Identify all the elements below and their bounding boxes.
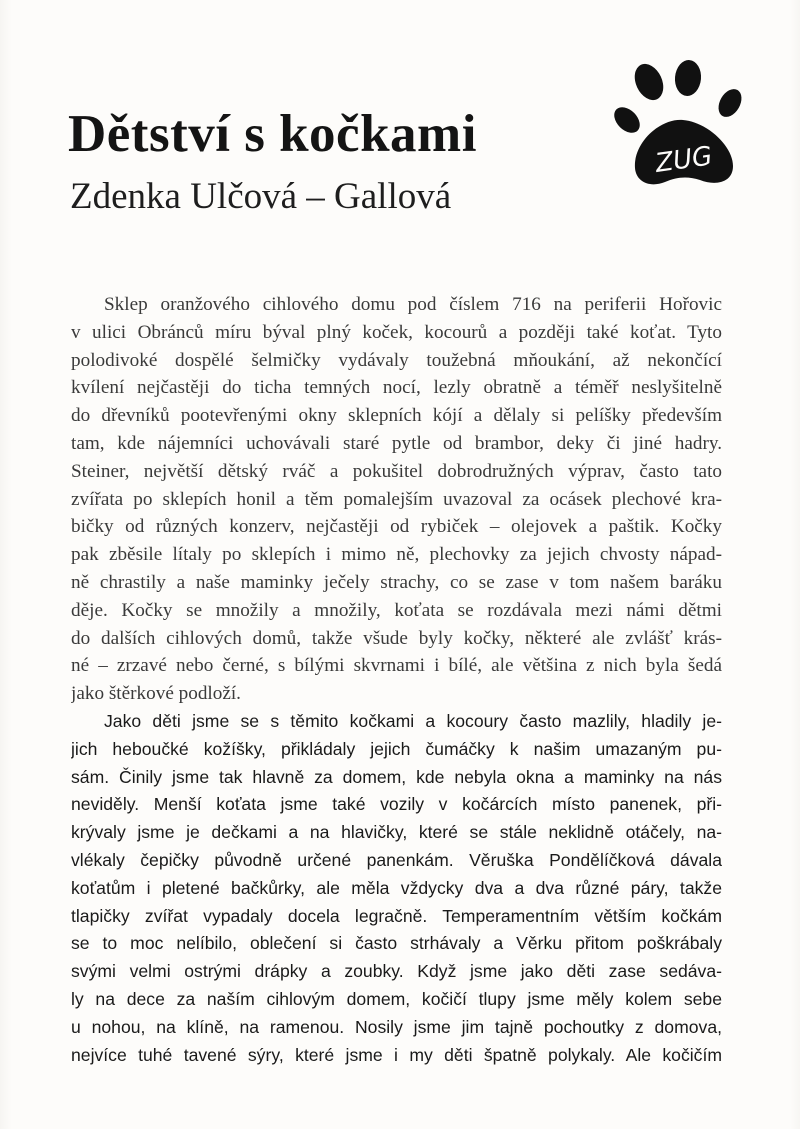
- text-line: v ulici Obránců míru býval plný koček, kocourů a později také koťat. Tyto: [71, 321, 722, 343]
- text-line: neviděly. Menší koťata jsme také vozily v kočárcích místo panenek, při-: [71, 794, 722, 815]
- text-line: pak zběsile lítaly po sklepích i mimo ně, plechovky za jejich chvosty nápad-: [71, 544, 722, 566]
- text-line: zvířata po sklepích honil a těm pomalejším uvazoval za ocásek plechové kra-: [71, 488, 722, 510]
- text-line: Jako děti jsme se s těmito kočkami a kocoury často mazlily, hladily je-: [104, 710, 722, 731]
- article-body: [71, 291, 722, 1069]
- paw-toe-1: [629, 59, 669, 104]
- paw-toe-3: [714, 85, 746, 121]
- text-line: do dřevníků pootevřenými okny sklepních kójí a dělaly si pelíšky především: [71, 405, 722, 427]
- text-line: né – zrzavé nebo černé, s bílými skvrnami i bílé, ale většina z nich byla šedá: [71, 655, 722, 677]
- text-line: krývaly jsme je dečkami a na hlavičky, které se stále neklidně otáčely, na-: [71, 822, 722, 843]
- text-line: Steiner, největší dětský rváč a pokušitel dobrodružných výprav, často tato: [71, 460, 722, 482]
- text-line: bičky od různých konzerv, nejčastěji od rybiček – olejovek a paštik. Kočky: [71, 516, 722, 538]
- text-line: svými velmi ostrými drápky a zoubky. Když jsme jako děti zase sedáva-: [71, 961, 722, 982]
- text-line: kvílení nejčastěji do ticha temných nocí, lezly obratně a téměř neslyšitelně: [71, 377, 722, 399]
- text-line: děje. Kočky se množily a množily, koťata se rozdávala mezi námi dětmi: [71, 599, 722, 621]
- text-line: ly na dece za naším cihlovým domem, kočičí tlupy jsme měly kolem sebe: [71, 988, 722, 1009]
- logo-monogram: ZUG: [653, 141, 715, 179]
- text-line: vlékaly čepičky původně určené panenkám. Věruška Pondělíčková dávala: [71, 849, 722, 870]
- paw-print-logo: [605, 58, 755, 193]
- text-line: u nohou, na klíně, na ramenou. Nosily jsme jim tajně pochoutky z domova,: [71, 1016, 722, 1037]
- paragraph-2: [71, 708, 722, 1069]
- text-line: ně chrastily a naše maminky ječely strachy, co se zase v tom našem baráku: [71, 571, 722, 593]
- text-line: nejvíce tuhé tavené sýry, které jsme i my děti špatně polykaly. Ale kočičím: [71, 1044, 722, 1065]
- text-line: do dalších cihlových domů, takže všude byly kočky, některé ale zvlášť krás-: [71, 627, 722, 649]
- article-author: Zdenka Ulčová – Gallová: [70, 176, 452, 217]
- text-line: tlapičky zvířat vypadaly docela legračně. Temperamentním větším kočkám: [71, 905, 722, 926]
- text-line: se to moc nelíbilo, oblečení si často strhávaly a Věrku přitom poškrábaly: [71, 933, 722, 954]
- text-line: jich heboučké kožíšky, přikládaly jejich čumáčky k našim umazaným pu-: [71, 738, 722, 759]
- text-line: tam, kde nájemníci uchovávali staré pytle od brambor, deky či jiné hadry.: [71, 432, 722, 454]
- text-line: polodivoké dospělé šelmičky vydávaly toužebná mňoukání, až nekončící: [71, 349, 722, 371]
- text-line: jako štěrkové podloží.: [71, 683, 241, 705]
- paragraph-1: [71, 291, 722, 708]
- paw-toe-4: [609, 102, 644, 137]
- text-line: koťatům i pletené bačkůrky, ale měla vždycky dva a dva různé páry, takže: [71, 877, 722, 898]
- paw-toe-2: [673, 59, 702, 97]
- article-title: Dětství s kočkami: [68, 105, 477, 163]
- text-line: Sklep oranžového cihlového domu pod číslem 716 na periferii Hořovic: [104, 294, 722, 315]
- text-line: sám. Činily jsme tak hlavně za domem, kde nebyla okna a maminky na nás: [71, 766, 722, 787]
